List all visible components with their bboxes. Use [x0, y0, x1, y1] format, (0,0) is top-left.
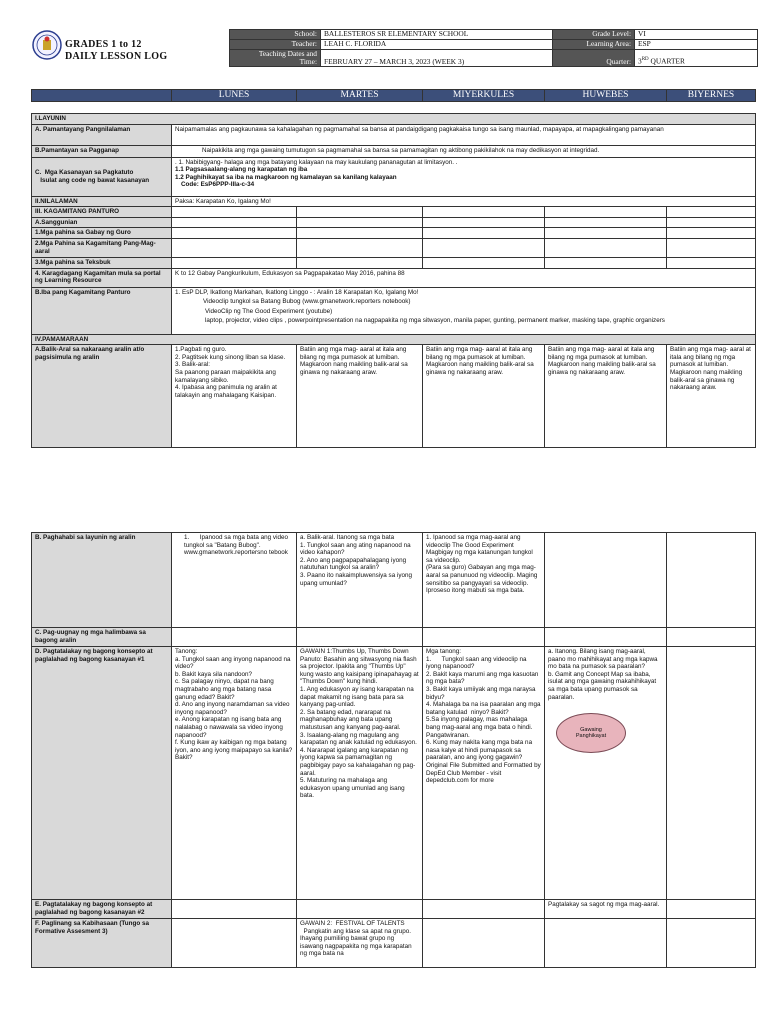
day-biyernes: BIYERNES	[667, 90, 756, 102]
teacher-value: LEAH C. FLORIDA	[321, 40, 553, 50]
section-layunin: I.LAYUNIN	[32, 114, 756, 125]
row-text-pamantayan-pagganap: Naipakikita ang mga gawaing tumutugon sa pagmamahal sa bansa sa pamamagitan ng aktibong pakikilahok na may dedikasyon at integridad.	[172, 145, 756, 157]
grade-label: Grade Level:	[553, 30, 635, 40]
row-label-paglinang: F. Paglinang sa Kabihasaan (Tungo sa Formative Assesment 3)	[32, 919, 172, 968]
row-label-kagamitan: III. KAGAMITANG PANTURO	[32, 207, 172, 218]
section-pamamaraan: IV.PAMAMARAAN	[32, 334, 756, 345]
kasanayan-line-1: . 1. Nabibigyang- halaga ang mga batayang kalayaan na may kaukulang pananagutan at limitasyon. .	[175, 158, 458, 166]
teacher-label: Teacher:	[230, 40, 321, 50]
row-label-pagtatalakay-1: D. Pagtatalakay ng bagong konsepto at paglalahad ng bagong kasanayan #1	[32, 647, 172, 900]
row-label-pamantayang-pangnilalaman: A. Pamantayang Pangnilalaman	[32, 124, 172, 145]
dates-value: FEBRUARY 27 – MARCH 3, 2023 (WEEK 3)	[321, 50, 553, 67]
row-label-teksbuk: 3.Mga pahina sa Teksbuk	[32, 257, 172, 268]
row-label-sanggunian: A.Sanggunian	[32, 217, 172, 228]
header-info-table	[229, 29, 758, 67]
spacer-row	[32, 102, 756, 114]
paghahabi-martes: a. Balik-aral. Itanong sa mga bata 1. Tungkol saan ang ating napanood na video kahapon? 2. Ano ang pagpapapahalagang iyong natutuhan tungkol sa aralin? 3. Paano ito nakaimpluwensiya sa iyong upang umunlad?	[297, 533, 423, 628]
paghahabi-miyerkules: 1. Ipanood sa mga mag-aaral ang videoclip The Good Experiment Magbigay ng mga katanungan tungkol sa videoclip. (Para sa guro) Gabayan ang mga mag-aaral sa panunuod ng videoclip. Maging sensitibo sa pangyayari sa videoclip. Iproseso itong mabuti sa mga bata.	[423, 533, 545, 628]
grade-value: VI	[635, 30, 758, 40]
pagtatalakay-1-huwebes	[545, 647, 667, 900]
row-text-karagdagang: K to 12 Gabay Pangkurikulum, Edukasyon sa Pagpapakatao May 2016, pahina 88	[172, 268, 756, 287]
pagtatalakay-1-miyerkules: Mga tanong: 1. Tungkol saan ang videoclip na iyong napanood? 2. Bakit kaya marumi ang mga kasuotan ng mga bata? 3. Bakit kaya umiiyak ang mga naraysa bidyu? 4. Mahalaga ba na isa paaralan ang mga batang katulad ninyo? Bakit? 5.Sa inyong palagay, mas mahalaga bang mag-aaral ang mga bata o hindi. Pangatwiranan. 6. Kung may nakita kang mga bata na nasa kalye at hindi pumapasok sa paaralan, ano ang iyong gagawin? Original File Submitted and Formatted by DepEd Club Member - visit depedclub.com for more	[423, 647, 545, 900]
row-text-nilalaman: Paksa: Karapatan Ko, Igalang Mo!	[172, 196, 756, 207]
row-label-balik-aral: A.Balik-Aral sa nakaraang aralin at/o pagsisimula ng aralin	[32, 345, 172, 448]
area-value: ESP	[635, 40, 758, 50]
lesson-table-page-2	[31, 532, 756, 968]
balik-aral-miyerkules: Batiin ang mga mag- aaral at itala ang bilang ng mga pumasok at lumiban. Magkaroon nang maikling balik-aral sa ginawa ng nakaraang araw.	[423, 345, 545, 448]
row-label-kasanayan: C. Mga Kasanayan sa Pagkatuto Isulat ang code ng bawat kasanayan	[32, 157, 172, 196]
kasanayan-line-3: 1.2 Paghihikayat sa iba na magkaroon ng kamalayan sa kanilang kalayaan	[175, 173, 397, 181]
deped-seal-logo	[32, 30, 62, 60]
row-label-nilalaman: II.NILALAMAN	[32, 196, 172, 207]
balik-aral-biyernes: Batiin ang mga mag- aaral at itala ang bilang ng mga pumasok at lumiban. Magkaroon nang maikling balik-aral sa ginawa ng nakaraang araw.	[667, 345, 756, 448]
title-line-2: DAILY LESSON LOG	[65, 51, 168, 62]
day-lunes: LUNES	[172, 90, 297, 102]
school-label: School:	[230, 30, 321, 40]
balik-aral-huwebes: Batiin ang mga mag- aaral at itala ang bilang ng mga pumasok at lumiban. Magkaroon nang maikling balik-aral sa ginawa ng nakaraang araw.	[545, 345, 667, 448]
iba-line-3: VideoClip ng The Good Experiment (youtube)	[205, 307, 333, 315]
area-label: Learning Area:	[553, 40, 635, 50]
day-header-blank	[32, 90, 172, 102]
day-miyerkules: MIYERKULES	[423, 90, 545, 102]
row-label-gabay: 1.Mga pahina sa Gabay ng Guro	[32, 228, 172, 239]
day-header-row	[32, 90, 756, 102]
iba-line-2: Videoclip tungkol sa Batang Bubog (www.gmanetwork.reporters notebook)	[203, 298, 411, 306]
lesson-table-page-1	[31, 89, 756, 448]
pagtatalakay-1-lunes: Tanong: a. Tungkol saan ang inyong napanood na video? b. Bakit kaya sila nandoon? c. Sa palagay ninyo, dapat na bang magtrabaho ang mga batang nasa ganung edad? Bakit? d. Ano ang inyong naramdaman sa video inyong napanood? e. Anong karapatan ng isang bata ang nalalabag o nawawala sa video inyong napanood? f. Kung ikaw ay kaibigan ng mga batang iyon, ano ang iyong maipapayo sa kanila? Bakit?	[172, 647, 297, 900]
quarter-value: 3RD QUARTER	[635, 50, 758, 67]
row-label-pag-uugnay: C. Pag-uugnay ng mga halimbawa sa bagong aralin	[32, 628, 172, 647]
title-line-1: GRADES 1 to 12	[65, 39, 142, 50]
balik-aral-lunes: 1.Pagbati ng guro. 2. Pagtitsek kung sinong liban sa klase. 3. Balik-aral: Sa paanong paraan maipakikita ang kamalayang sibiko. 4. Ipabasa ang panimula ng aralin at talakayin ang mahalagang Kaisipan.	[172, 345, 297, 448]
pagtatalakay-2-huwebes: Pagtalakay sa sagot ng mga mag-aaral.	[545, 900, 667, 919]
day-martes: MARTES	[297, 90, 423, 102]
quarter-label: Quarter:	[553, 50, 635, 67]
balik-aral-martes: Batiin ang mga mag- aaral at itala ang bilang ng mga pumasok at lumiban. Magkaroon nang maikling balik-aral sa ginawa ng nakaraang araw.	[297, 345, 423, 448]
row-label-iba-pang-kagamitan: B.Iba pang Kagamitang Panturo	[32, 287, 172, 334]
iba-line-4: laptop, projector, video clips , powerpointpresentation na nagpapakita ng mga sitwasyon, manila paper, gunting, permanent marker, masking tape, graphic organizers	[205, 317, 665, 325]
dates-label: Teaching Dates and Time:	[230, 50, 321, 67]
kasanayan-code: Code: EsP6PPP-IIIa-c-34	[181, 181, 255, 189]
day-huwebes: HUWEBES	[545, 90, 667, 102]
paglinang-martes: GAWAIN 2: FESTIVAL OF TALENTS Pangkatin ang klase sa apat na grupo. Ihayang pumiliing bawat grupo ng isawang nagpapakita ng mga karapatan ng mga bata na	[297, 919, 423, 968]
row-label-paghahabi: B. Paghahabi sa layunin ng aralin	[32, 533, 172, 628]
row-label-kagamitang-pang-mag-aaral: 2.Mga Pahina sa Kagamitang Pang-Mag-aaral	[32, 238, 172, 257]
row-label-pamantayan-pagganap: B.Pamantayan sa Pagganap	[32, 145, 172, 157]
row-text-iba-pang-kagamitan	[172, 287, 756, 334]
row-label-pagtatalakay-2: E. Pagtatalakay ng bagong konsepto at paglalahad ng bagong kasanayan #2	[32, 900, 172, 919]
row-text-pamantayang-pangnilalaman: Naipamamalas ang pagkaunawa sa kahalagahan ng pagmamahal sa bansa at pandaigdigang pagkakaisa tungo sa isang maunlad, mapayapa, at mapagkalingang pamayanan	[172, 124, 756, 145]
iba-line-1: 1. EsP DLP, Ikatlong Markahan, Ikatlong Linggo - : Aralin 18 Karapatan Ko, Igalang Mo!	[175, 288, 419, 296]
school-value: BALLESTEROS SR ELEMENTARY SCHOOL	[321, 30, 553, 40]
row-text-kasanayan	[172, 157, 756, 196]
kasanayan-line-2: 1.1 Pagsasaalang-alang ng karapatan ng iba	[175, 166, 308, 174]
paghahabi-lunes: 1. Ipanood sa mga bata ang video tungkol sa "Batang Bubog". www.gmanetwork.reportersno tebook	[172, 533, 297, 628]
pagtatalakay-1-martes: GAWAIN 1:Thumbs Up, Thumbs Down Panuto: Basahin ang sitwasyong nia flash sa projector. Ipakita ang "Thumbs Up" kung wasto ang kaisipang ipinapahayag at "Thumbs Down" kung hindi. 1. Ang edukasyon ay isang karapatan na dapat makamit ng isang bata para sa kanyang pag-unlad. 2. Sa batang edad, nararapat na maghanapbuhay ang bata upang matustusan ang kanyang pag-aaral. 3. Isaalang-alang ng magulang ang karapatan ng anak katulad ng edukasyon. 4. Nararapat igalang ang karapatan ng iyong kapwa sa pamamagitan ng pagbibigay payo sa kahalagahan ng pag-aaral. 5. Matuturing na mahalaga ang edukasyon upang umunlad ang isang bata.	[297, 647, 423, 900]
concept-map-oval: Gawaing Panghikayat	[556, 713, 626, 753]
row-label-karagdagang: 4. Karagdagang Kagamitan mula sa portal ng Learning Resource	[32, 268, 172, 287]
pagtatalakay-1-huwebes-text: a. Itanong. Bilang isang mag-aaral, paano mo mahihikayat ang mga kapwa mo bata na pumasok sa paaralan? b. Gamit ang Concept Map sa ibaba, isulat ang mga gawaing makahihikayat sa mga bata upang pumasok sa paaralan.	[548, 648, 658, 701]
